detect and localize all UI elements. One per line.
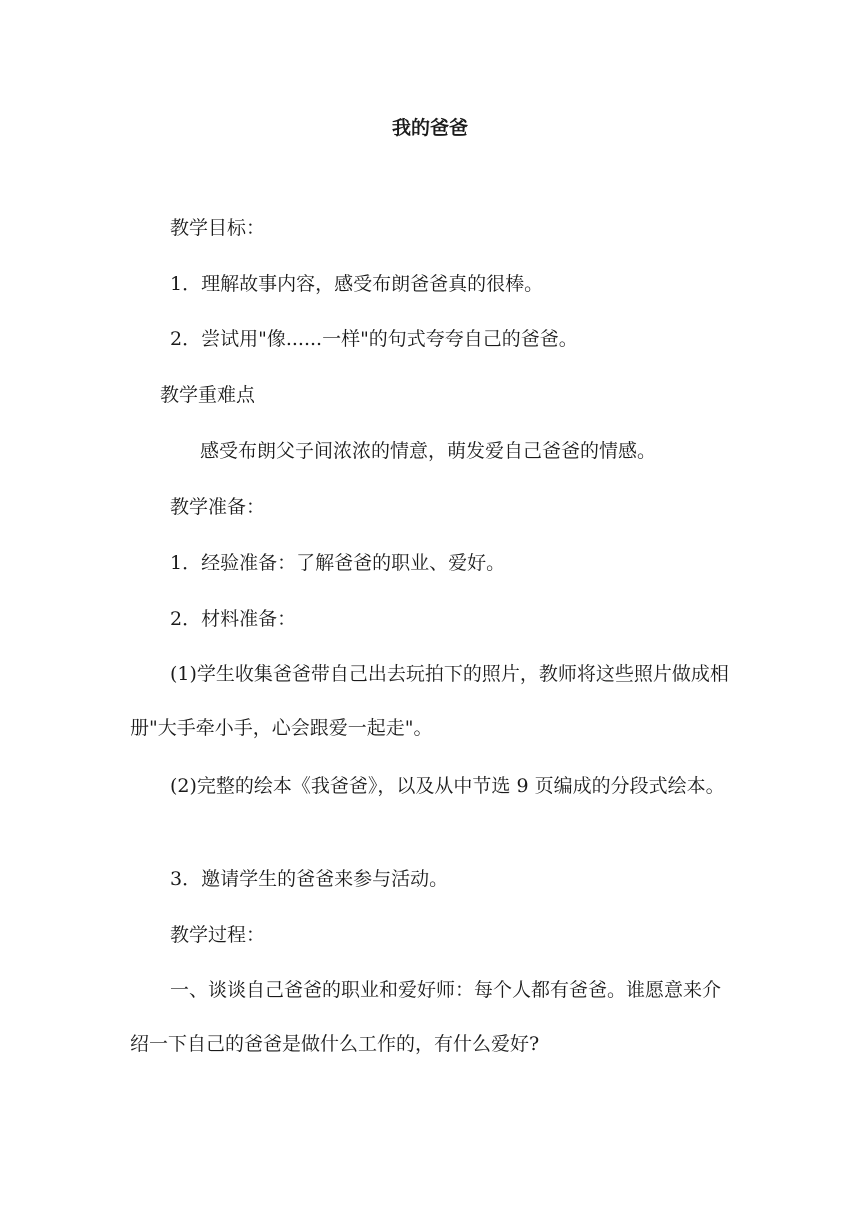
preparation-item: 3．邀请学生的爸爸来参与活动。 <box>170 868 449 890</box>
section-heading-preparation: 教学准备： <box>170 496 266 518</box>
preparation-item: 2．材料准备： <box>170 608 297 630</box>
section-heading-objectives: 教学目标： <box>170 217 266 239</box>
key-points-text: 感受布朗父子间浓浓的情意，萌发爱自己爸爸的情感。 <box>200 440 657 462</box>
section-heading-key-points: 教学重难点 <box>160 384 256 406</box>
preparation-item: 1．经验准备：了解爸爸的职业、爱好。 <box>170 552 506 574</box>
section-heading-process: 教学过程： <box>170 924 266 946</box>
document-title: 我的爸爸 <box>391 117 468 139</box>
objective-item: 2．尝试用"像......一样"的句式夸夸自己的爸爸。 <box>170 328 578 350</box>
objective-item: 1．理解故事内容，感受布朗爸爸真的很棒。 <box>170 273 544 295</box>
process-step: 一、谈谈自己爸爸的职业和爱好师：每个人都有爸爸。谁愿意来介绍一下自己的爸爸是做什么工作的，有什么爱好? <box>130 979 722 1055</box>
preparation-subitem: (2)完整的绘本《我爸爸》，以及从中节选 9 页编成的分段式绘本。 <box>170 775 725 797</box>
preparation-subitem: (1)学生收集爸爸带自己出去玩拍下的照片，教师将这些照片做成相册"大手牵小手，心会跟爱一起走"。 <box>130 663 729 739</box>
